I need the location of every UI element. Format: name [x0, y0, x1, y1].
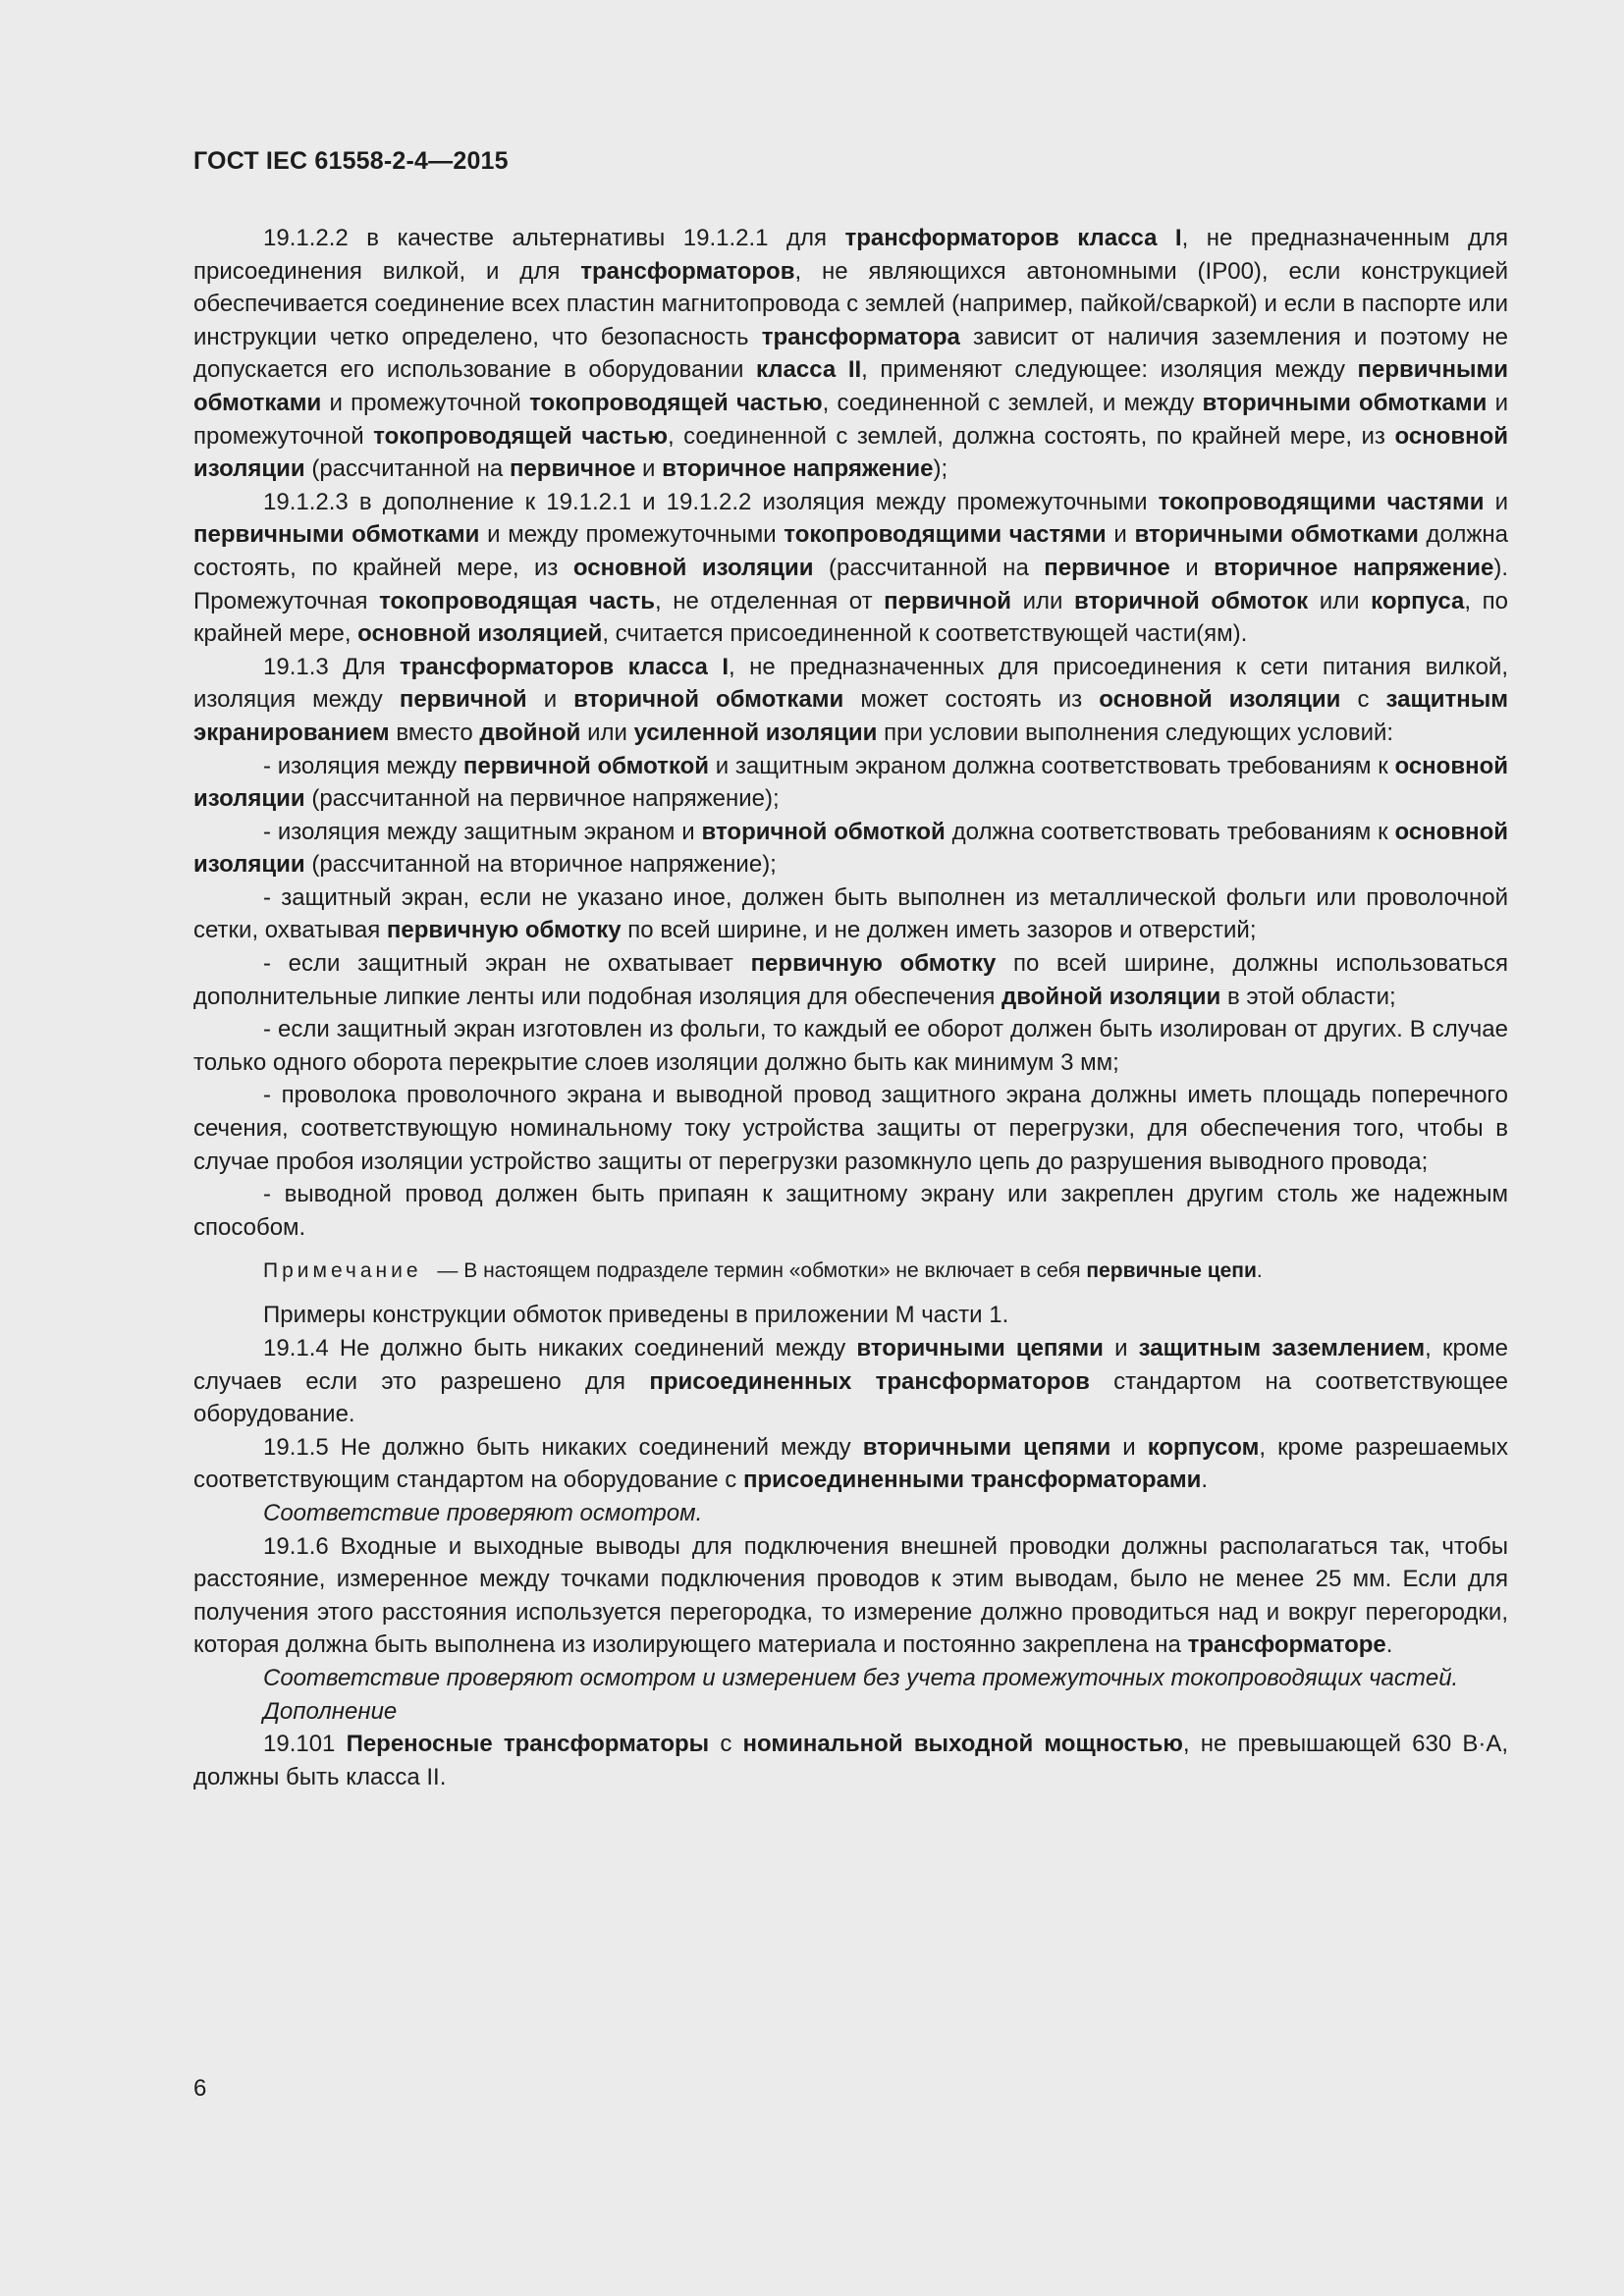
note: Примечание — В настоящем подразделе термин «обмотки» не включает в себя первичные цепи. — [263, 1259, 1263, 1283]
compliance-check: Соответствие проверяют осмотром и измерением без учета промежуточных токопроводящих частей. — [263, 1664, 1459, 1691]
clause-19-1-2-2: 19.1.2.2 в качестве альтернативы 19.1.2.1 для трансформаторов класса I, не предназначенным для присоединения вилкой, и для трансформаторов, не являющихся автономными (IP00), если конструкцией обеспечивается соединение всех пластин магнитопровода с землей (например, пайкой/сваркой) и если в паспорте или инструкции четко определено, что безопасность трансформатора зависит от наличия заземления и поэтому не допускается его использование в оборудовании класса II, применяют следующее: изоляция между первичными обмотками и промежуточной токопроводящей частью, соединенной с землей, и между вторичными обмотками и промежуточной токопроводящей частью, соединенной с землей, должна состоять, по крайней мере, из основной изоляции (рассчитанной на первичное и вторичное напряжение); — [193, 225, 1509, 483]
clause-19-101: 19.101 Переносные трансформаторы с номинальной выходной мощностью, не превышающей 630 В·А, должны быть класса II. — [193, 1731, 1509, 1790]
clause-19-1-2-3: 19.1.2.3 в дополнение к 19.1.2.1 и 19.1.2.2 изоляция между промежуточными токопроводящими частями и первичными обмотками и между промежуточными токопроводящими частями и вторичными обмотками должна состоять, по крайней мере, из основной изоляции (рассчитанной на первичное и вторичное напряжение). Промежуточная токопроводящая часть, не отделенная от первичной или вторичной обмоток или корпуса, по крайней мере, основной изоляцией, считается присоединенной к соответствующей части(ям). — [193, 488, 1509, 648]
paragraph: Примеры конструкции обмоток приведены в приложении М части 1. — [263, 1302, 1009, 1329]
list-item: - защитный экран, если не указано иное, должен быть выполнен из металлической фольги или проволочной сетки, охватывая первичную обмотку по всей ширине, и не должен иметь зазоров и отверстий; — [193, 883, 1508, 944]
document-body — [193, 222, 1508, 1793]
clause-19-1-5: 19.1.5 Не должно быть никаких соединений между вторичными цепями и корпусом, кроме разрешаемых соответствующим стандартом на оборудование с присоединенными трансформаторами. — [193, 1433, 1508, 1494]
list-item: - изоляция между первичной обмоткой и защитным экраном должна соответствовать требованиям к основной изоляции (рассчитанной на первичное напряжение); — [193, 752, 1508, 813]
addition-heading: Дополнение — [263, 1697, 398, 1725]
list-item: - выводной провод должен быть припаян к защитному экрану или закреплен другим столь же надежным способом. — [193, 1181, 1508, 1241]
list-item: - изоляция между защитным экраном и вторичной обмоткой должна соответствовать требованиям к основной изоляции (рассчитанной на вторичное напряжение); — [193, 818, 1508, 879]
clause-19-1-4: 19.1.4 Не должно быть никаких соединений между вторичными цепями и защитным заземлением, кроме случаев если это разрешено для присоединенных трансформаторов стандартом на соответствующее оборудование. — [193, 1335, 1509, 1428]
page-number: 6 — [193, 2075, 207, 2102]
document-header: ГОСТ IEC 61558-2-4—2015 — [193, 147, 509, 175]
list-item: - если защитный экран не охватывает первичную обмотку по всей ширине, должны использоваться дополнительные липкие ленты или подобная изоляция для обеспечения двойной изоляции в этой области; — [193, 950, 1509, 1010]
compliance-check: Соответствие проверяют осмотром. — [263, 1499, 703, 1526]
clause-19-1-3: 19.1.3 Для трансформаторов класса I, не предназначенных для присоединения к сети питания вилкой, изоляция между первичной и вторичной обмотками может состоять из основной изоляции с защитным экранированием вместо двойной или усиленной изоляции при условии выполнения следующих условий: — [193, 653, 1508, 746]
list-item: - проволока проволочного экрана и выводной провод защитного экрана должны иметь площадь поперечного сечения, соответствующую номинальному току устройства защиты от перегрузки, для обеспечения того, чтобы в случае пробоя изоляции устройство защиты от перегрузки разомкнуло цепь до разрушения выводного провода; — [193, 1082, 1508, 1175]
list-item: - если защитный экран изготовлен из фольги, то каждый ее оборот должен быть изолирован от других. В случае только одного оборота перекрытие слоев изоляции должно быть как минимум 3 мм; — [193, 1016, 1508, 1076]
clause-19-1-6: 19.1.6 Входные и выходные выводы для подключения внешней проводки должны располагаться так, чтобы расстояние, измеренное между точками подключения проводов к этим выводам, было не менее 25 мм. Если для получения этого расстояния используется перегородка, то измерение должно проводиться над и вокруг перегородки, которая должна быть выполнена из изолирующего материала и постоянно закреплена на трансформаторе. — [193, 1532, 1508, 1659]
note-label: Примечание — [263, 1259, 422, 1283]
